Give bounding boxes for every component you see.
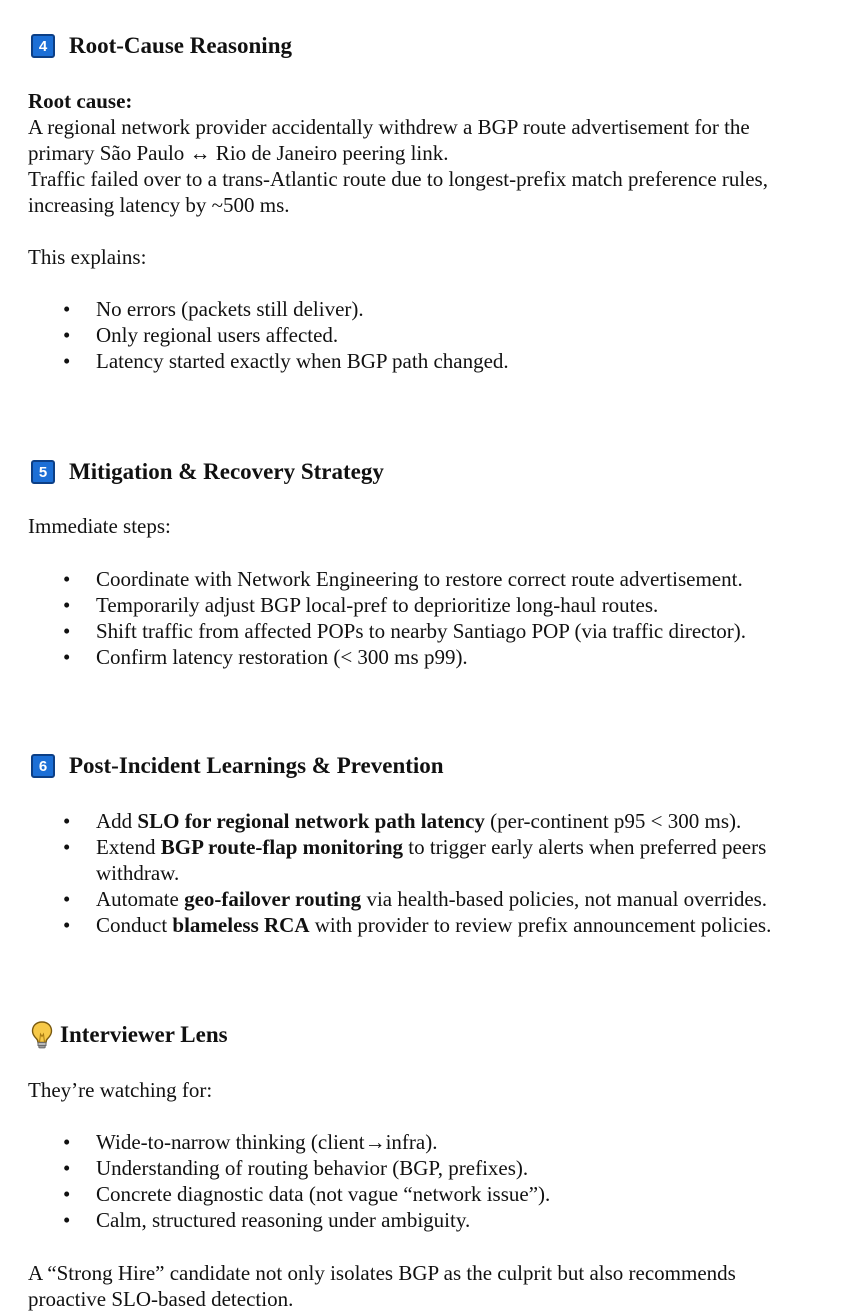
list-item xyxy=(0,348,509,374)
root-cause-paragraph xyxy=(28,88,768,218)
list-item xyxy=(0,1155,550,1181)
list-item-text: Extend xyxy=(96,835,161,859)
heading-post-incident xyxy=(31,752,444,780)
list-item-text: Latency started exactly when BGP path changed. xyxy=(96,349,509,373)
heading-text: Root-Cause Reasoning xyxy=(69,33,292,58)
list-item xyxy=(0,834,836,886)
bullet-icon: • xyxy=(63,1182,71,1206)
bullet-icon: • xyxy=(63,1130,71,1154)
list-item xyxy=(0,644,746,670)
heading-text: Mitigation & Recovery Strategy xyxy=(69,459,384,484)
paragraph-line: proactive SLO-based detection. xyxy=(28,1287,294,1311)
paragraph-line: Traffic failed over to a trans-Atlantic route due to longest-prefix match preference rules, xyxy=(28,167,768,191)
paragraph-line: A regional network provider accidentally withdrew a BGP route advertisement for the xyxy=(28,115,750,139)
list-item-text: Add xyxy=(96,809,138,833)
list-item xyxy=(0,886,836,912)
list-item xyxy=(0,592,746,618)
heading-mitigation xyxy=(31,458,384,486)
list-item-text: Automate xyxy=(96,887,185,911)
number-4-icon: 4 xyxy=(31,34,55,58)
mitigation-bullet-list xyxy=(0,566,746,670)
immediate-steps-label: Immediate steps: xyxy=(28,514,171,538)
list-item xyxy=(0,296,509,322)
number-6-icon: 6 xyxy=(31,754,55,778)
lightbulb-icon xyxy=(30,1020,54,1050)
paragraph-line: primary São Paulo ↔ Rio de Janeiro peering link. xyxy=(28,141,449,165)
bullet-icon: • xyxy=(63,887,71,911)
bullet-icon: • xyxy=(63,913,71,937)
bullet-icon: • xyxy=(63,323,71,347)
number-5-icon: 5 xyxy=(31,460,55,484)
list-item-text: Conduct xyxy=(96,913,173,937)
list-item-text: Confirm latency restoration (< 300 ms p99). xyxy=(96,645,468,669)
bullet-icon: • xyxy=(63,567,71,591)
list-item-text: via health-based policies, not manual overrides. xyxy=(361,887,768,911)
list-item xyxy=(0,618,746,644)
list-item-text: Shift traffic from affected POPs to nearby Santiago POP (via traffic director). xyxy=(96,619,747,643)
post-incident-bullet-list xyxy=(0,808,836,938)
root-cause-bullet-list xyxy=(0,296,509,374)
list-item-text: Coordinate with Network Engineering to restore correct route advertisement. xyxy=(96,567,743,591)
list-item xyxy=(0,1181,550,1207)
root-cause-label: Root cause: xyxy=(28,89,133,113)
bullet-icon: • xyxy=(63,1208,71,1232)
bullet-icon: • xyxy=(63,297,71,321)
list-item xyxy=(0,808,836,834)
bullet-icon: • xyxy=(63,593,71,617)
watching-for-label: They’re watching for: xyxy=(28,1078,213,1102)
heading-interviewer-lens xyxy=(31,1020,228,1050)
bullet-icon: • xyxy=(63,645,71,669)
explains-label: This explains: xyxy=(28,245,147,269)
closing-paragraph xyxy=(28,1260,736,1312)
list-item-text: (per-continent p95 < 300 ms). xyxy=(484,809,742,833)
list-item xyxy=(0,566,746,592)
list-item-bold-text: blameless RCA xyxy=(172,913,310,937)
list-item-text: with provider to review prefix announcement policies. xyxy=(309,913,772,937)
list-item-text: Temporarily adjust BGP local-pref to deprioritize long-haul routes. xyxy=(96,593,659,617)
bullet-icon: • xyxy=(63,349,71,373)
list-item-bold-text: SLO for regional network path latency xyxy=(137,809,485,833)
list-item xyxy=(0,322,509,348)
list-item-text: Only regional users affected. xyxy=(96,323,339,347)
heading-text: Post-Incident Learnings & Prevention xyxy=(69,753,444,778)
paragraph-line: increasing latency by ~500 ms. xyxy=(28,193,290,217)
heading-text: Interviewer Lens xyxy=(60,1022,228,1047)
list-item xyxy=(0,1129,550,1155)
heading-root-cause-reasoning xyxy=(31,32,292,60)
list-item-text: No errors (packets still deliver). xyxy=(96,297,364,321)
list-item-text: to trigger early alerts when preferred peers withdraw. xyxy=(96,835,767,885)
list-item-text: Concrete diagnostic data (not vague “network issue”). xyxy=(96,1182,551,1206)
bullet-icon: • xyxy=(63,1156,71,1180)
list-item xyxy=(0,912,836,938)
list-item-text: Wide-to-narrow thinking (client→infra). xyxy=(96,1130,438,1154)
list-item-bold-text: geo-failover routing xyxy=(184,887,362,911)
list-item xyxy=(0,1207,550,1233)
list-item-text: Calm, structured reasoning under ambiguity. xyxy=(96,1208,471,1232)
paragraph-line: A “Strong Hire” candidate not only isolates BGP as the culprit but also recommends xyxy=(28,1261,736,1285)
interviewer-bullet-list xyxy=(0,1129,550,1233)
bullet-icon: • xyxy=(63,809,71,833)
bullet-icon: • xyxy=(63,619,71,643)
list-item-bold-text: BGP route-flap monitoring xyxy=(160,835,404,859)
bullet-icon: • xyxy=(63,835,71,859)
list-item-text: Understanding of routing behavior (BGP, prefixes). xyxy=(96,1156,529,1180)
